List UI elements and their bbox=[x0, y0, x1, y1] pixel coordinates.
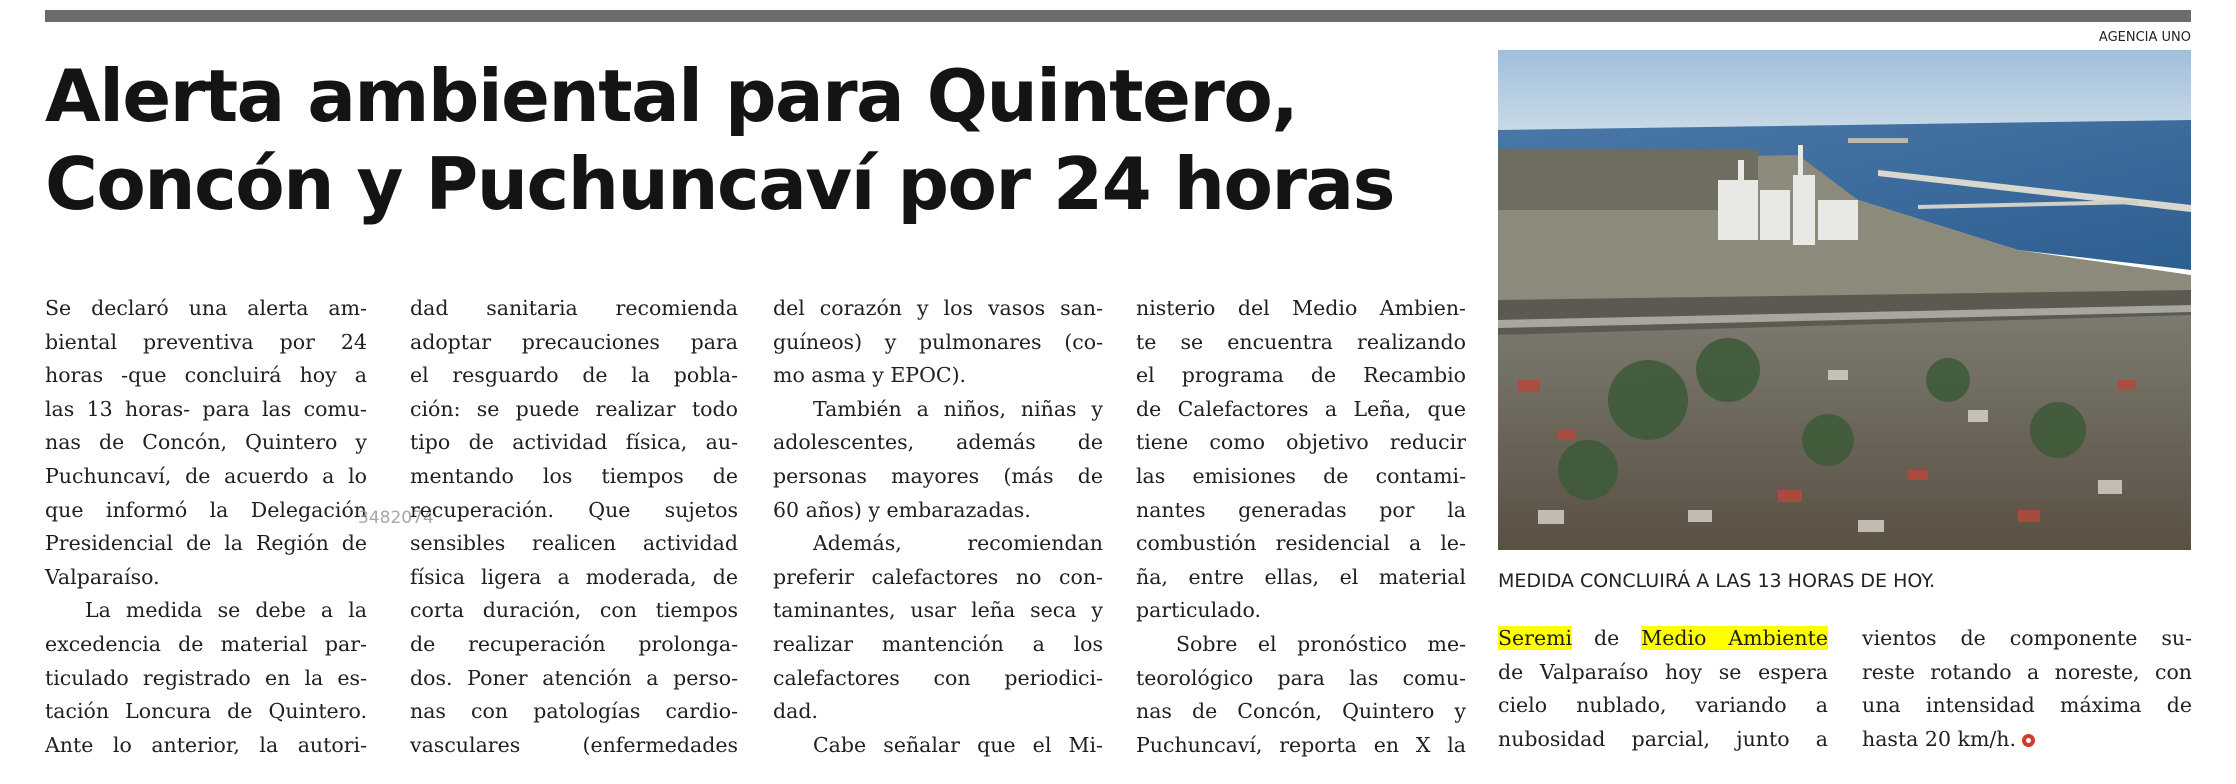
text-line: nisterio del Medio Ambien- bbox=[1136, 296, 1466, 320]
text-line: mo asma y EPOC). bbox=[773, 363, 967, 388]
article-column-2 bbox=[410, 292, 738, 762]
article-column-6 bbox=[1862, 622, 2192, 756]
text-line: personas mayores (más de bbox=[773, 463, 1103, 488]
text-line: tipo de actividad física, au- bbox=[410, 430, 738, 455]
text-line: física ligera a moderada, de bbox=[410, 564, 738, 589]
text-line: nas de Concón, Quintero y bbox=[45, 430, 367, 455]
top-rule bbox=[45, 10, 2191, 22]
text-line: Se declaró una alerta am- bbox=[45, 296, 367, 320]
watermark: 3482074 bbox=[358, 508, 434, 528]
text-line: vasculares (enfermedades bbox=[410, 732, 738, 757]
text-line: dos. Poner atención a perso- bbox=[410, 665, 738, 690]
text-line: corta duración, con tiempos bbox=[410, 598, 738, 623]
text-line: Presidencial de la Región de bbox=[45, 531, 367, 556]
text-line: ción: se puede realizar todo bbox=[410, 396, 738, 421]
text-line: horas -que concluirá hoy a bbox=[45, 363, 367, 388]
photo-caption: MEDIDA CONCLUIRÁ A LAS 13 HORAS DE HOY. bbox=[1498, 570, 1936, 592]
text-line: teorológico para las comu- bbox=[1136, 665, 1466, 690]
text-line: Puchuncaví, de acuerdo a lo bbox=[45, 463, 367, 488]
text-line: También a niños, niñas y bbox=[813, 396, 1103, 421]
text-line: recuperación. Que sujetos bbox=[410, 497, 738, 522]
text-line: guíneos) y pulmonares (co- bbox=[773, 329, 1103, 354]
text-line: mentando los tiempos de bbox=[410, 463, 738, 488]
highlight-medio-ambiente: Medio Ambiente bbox=[1641, 626, 1828, 650]
text-line: las 13 horas- para las comu- bbox=[45, 396, 367, 421]
text-line: calefactores con periodici- bbox=[773, 665, 1103, 690]
text-line: del corazón y los vasos san- bbox=[773, 296, 1103, 320]
highlight-seremi: Seremi bbox=[1498, 626, 1573, 650]
text-line: combustión residencial a le- bbox=[1136, 531, 1466, 556]
text-line: dad sanitaria recomienda bbox=[410, 296, 738, 320]
text-line: adolescentes, además de bbox=[773, 430, 1103, 455]
article-column-5 bbox=[1498, 622, 1828, 756]
text-line: ticulado registrado en la es- bbox=[45, 665, 367, 690]
text-line: tiene como objetivo reducir bbox=[1136, 430, 1466, 455]
text-line: nantes generadas por la bbox=[1136, 497, 1466, 522]
text-line: te se encuentra realizando bbox=[1136, 329, 1466, 354]
text-line-highlighted bbox=[1498, 622, 1828, 656]
text-line: particulado. bbox=[1136, 598, 1262, 623]
text-line: las emisiones de contami- bbox=[1136, 463, 1466, 488]
text-line: de Valparaíso hoy se espera bbox=[1498, 659, 1828, 684]
text-line: biental preventiva por 24 bbox=[45, 329, 367, 354]
text-line: de recuperación prolonga- bbox=[410, 631, 738, 656]
text-line: Sobre el pronóstico me- bbox=[1176, 631, 1466, 656]
article-column-1 bbox=[45, 292, 367, 762]
text-line: Cabe señalar que el Mi- bbox=[813, 732, 1103, 757]
text-line: realizar mantención a los bbox=[773, 631, 1103, 656]
text-line: tación Loncura de Quintero. bbox=[45, 699, 367, 724]
text-line: el programa de Recambio bbox=[1136, 363, 1466, 388]
text-line: Ante lo anterior, la autori- bbox=[45, 732, 367, 757]
end-of-article-icon bbox=[2022, 734, 2035, 747]
text-line: ña, entre ellas, el material bbox=[1136, 564, 1466, 589]
text-fragment: de bbox=[1572, 626, 1642, 650]
headline-line-2: Concón y Puchuncaví por 24 horas bbox=[45, 142, 1394, 226]
text-line: cielo nublado, variando a bbox=[1498, 693, 1828, 718]
text-line: 60 años) y embarazadas. bbox=[773, 497, 1031, 522]
text-line: el resguardo de la pobla- bbox=[410, 363, 738, 388]
text-line: vientos de componente su- bbox=[1862, 626, 2192, 650]
text-line: nas de Concón, Quintero y bbox=[1136, 699, 1466, 724]
text-line: que informó la Delegación bbox=[45, 497, 367, 522]
text-fragment: hasta 20 km/h. bbox=[1862, 726, 2017, 751]
text-line: sensibles realicen actividad bbox=[410, 531, 738, 556]
headline-line-1: Alerta ambiental para Quintero, bbox=[45, 54, 1298, 138]
headline bbox=[45, 52, 1465, 228]
text-line: de Calefactores a Leña, que bbox=[1136, 396, 1466, 421]
text-line: preferir calefactores no con- bbox=[773, 564, 1103, 589]
aerial-photo bbox=[1498, 50, 2191, 550]
text-line: nubosidad parcial, junto a bbox=[1498, 726, 1828, 751]
text-line: nas con patologías cardio- bbox=[410, 699, 738, 724]
text-line: La medida se debe a la bbox=[85, 598, 367, 623]
text-line: taminantes, usar leña seca y bbox=[773, 598, 1103, 623]
article-column-4 bbox=[1136, 292, 1466, 762]
photo-credit: AGENCIA UNO bbox=[2098, 30, 2191, 45]
text-line: excedencia de material par- bbox=[45, 631, 367, 656]
text-line: adoptar precauciones para bbox=[410, 329, 738, 354]
text-line: reste rotando a noreste, con bbox=[1862, 659, 2192, 684]
text-line: dad. bbox=[773, 699, 818, 724]
text-line: Valparaíso. bbox=[45, 564, 160, 589]
text-line: Además, recomiendan bbox=[813, 531, 1103, 556]
article-column-3 bbox=[773, 292, 1103, 762]
text-line-last bbox=[1862, 723, 2192, 757]
text-line: Puchuncaví, reporta en X la bbox=[1136, 732, 1466, 757]
text-line: una intensidad máxima de bbox=[1862, 693, 2192, 718]
